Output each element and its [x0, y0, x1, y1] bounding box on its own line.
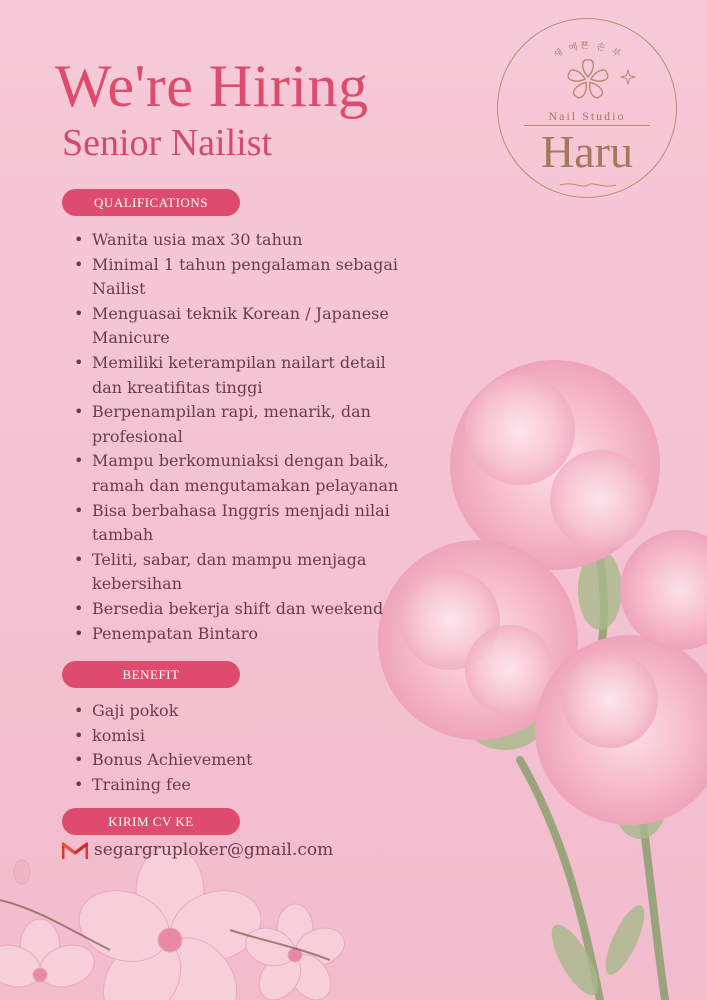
- list-item: [74, 622, 398, 647]
- item-text-cont: dan kreatifitas tinggi: [92, 377, 263, 397]
- item-text-cont: kebersihan: [92, 574, 182, 594]
- item-text-cont: ramah dan mengutamakan pelayanan: [92, 475, 399, 495]
- item-text: Menguasai teknik Korean / Japanese: [92, 303, 389, 323]
- item-text-cont: tambah: [92, 525, 154, 545]
- sparkle-icon: [620, 69, 636, 85]
- benefit-list: [74, 699, 253, 797]
- list-item: [74, 400, 398, 449]
- benefit-heading: BENEFIT: [62, 661, 240, 688]
- list-item: [74, 449, 398, 498]
- email-link[interactable]: segargruploker@gmail.com: [94, 840, 334, 860]
- list-item: [74, 499, 398, 548]
- item-text: Memiliki keterampilan nailart detail: [92, 352, 386, 372]
- page-title: We're Hiring: [55, 53, 369, 119]
- list-item: [74, 597, 398, 622]
- qualifications-list: [74, 228, 398, 646]
- item-text: Gaji pokok: [92, 701, 179, 720]
- logo-name: Haru: [541, 126, 633, 177]
- nail-studio-logo: [497, 18, 677, 198]
- item-text: Mampu berkomuniaksi dengan baik,: [92, 451, 389, 471]
- logo-small-text: Nail Studio: [548, 109, 626, 123]
- item-text: Training fee: [92, 774, 191, 794]
- item-text: Minimal 1 tahun pengalaman sebagai: [92, 254, 398, 274]
- list-item: [74, 724, 253, 749]
- ornament-icon: [558, 179, 618, 191]
- list-item: [74, 302, 398, 351]
- list-item: [74, 228, 398, 253]
- item-text: Teliti, sabar, dan mampu menjaga: [92, 549, 367, 569]
- item-text: Bonus Achievement: [92, 750, 253, 770]
- item-text: Bersedia bekerja shift dan weekend: [92, 598, 384, 618]
- list-item: [74, 699, 253, 724]
- cherry-blossom-icon: [563, 55, 613, 105]
- item-text-cont: profesional: [92, 426, 183, 446]
- item-text: komisi: [92, 725, 145, 745]
- item-text: Penempatan Bintaro: [92, 623, 259, 643]
- item-text: Wanita usia max 30 tahun: [92, 230, 303, 249]
- item-text: Bisa berbahasa Inggris menjadi nilai: [92, 500, 390, 520]
- list-item: [74, 548, 398, 597]
- list-item: [74, 773, 253, 798]
- qualifications-heading: QUALIFICATIONS: [62, 189, 240, 216]
- job-title: Senior Nailist: [62, 122, 273, 164]
- item-text-cont: Nailist: [92, 279, 146, 299]
- list-item: [74, 748, 253, 773]
- logo-arc-label: 새 예쁜 손 부: [552, 41, 624, 61]
- list-item: [74, 351, 398, 400]
- gmail-icon: [62, 841, 88, 860]
- contact-heading: KIRIM CV KE: [62, 808, 240, 835]
- item-text: Berpenampilan rapi, menarik, dan: [92, 402, 371, 422]
- list-item: [74, 253, 398, 302]
- item-text-cont: Manicure: [92, 328, 170, 348]
